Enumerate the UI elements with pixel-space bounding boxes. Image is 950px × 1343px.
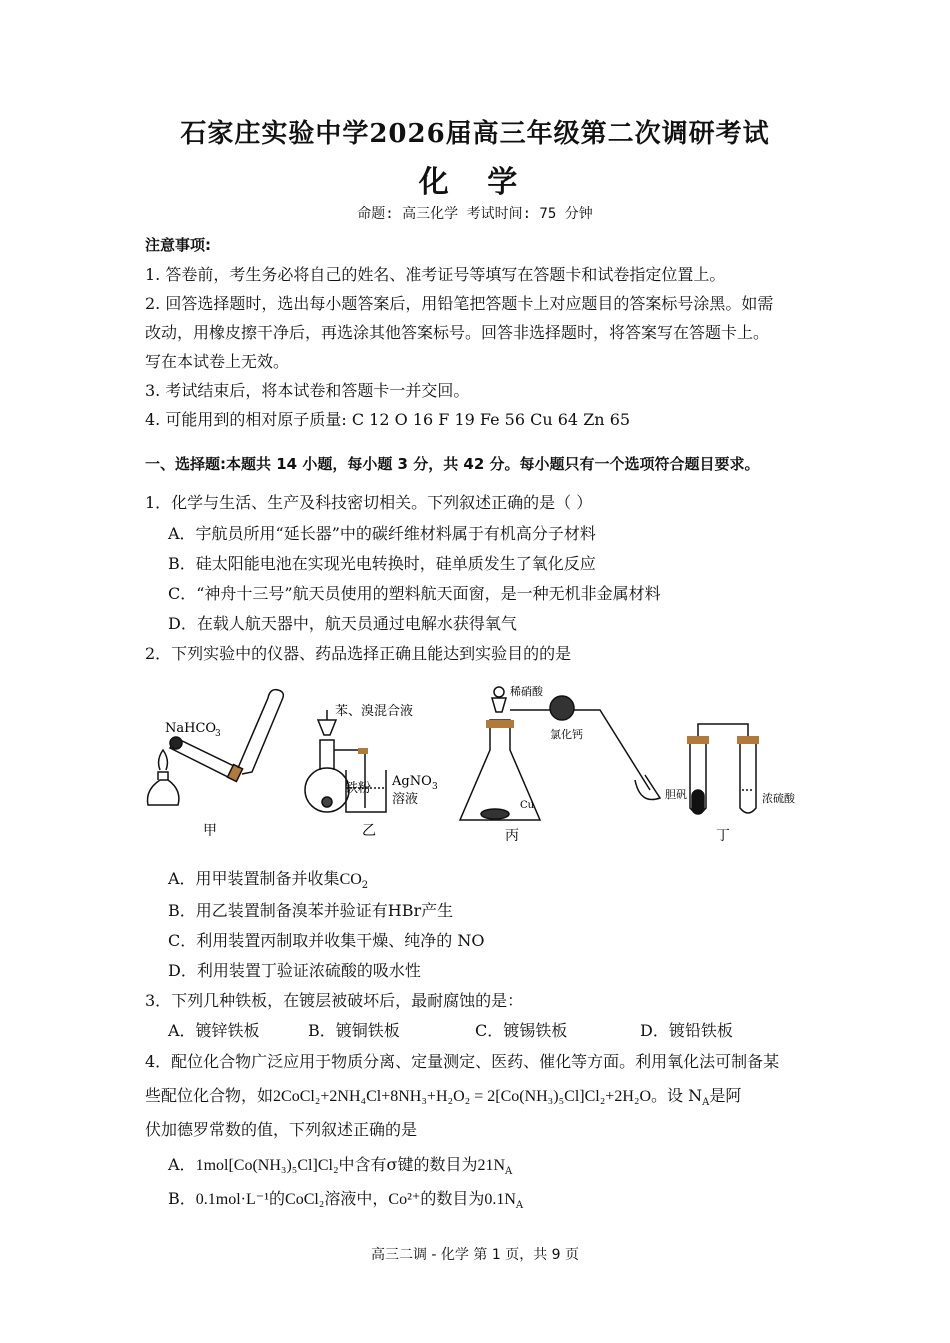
question-4-line3: 伏加德罗常数的值，下列叙述正确的是 (145, 1120, 418, 1139)
label-iron: 铁粉 (345, 781, 372, 796)
label-cacl2: 氯化钙 (550, 728, 583, 741)
notes-heading: 注意事项: (145, 236, 211, 254)
question-2-option-d: D．利用装置丁验证浓硫酸的吸水性 (168, 961, 421, 980)
caption-bing: 丙 (505, 828, 519, 844)
question-1-option-c: C．“神舟十三号”航天员使用的塑料航天面窗，是一种无机非金属材料 (168, 584, 661, 603)
separatory-funnel (318, 720, 336, 735)
label-benzene: 苯、溴混合液 (335, 704, 414, 719)
question-2-option-a: A．用甲装置制备并收集$CO_2$ (168, 869, 369, 892)
apparatus-figure (130, 680, 830, 855)
notes-line: 2. 回答选择题时，选出每小题答案后，用铅笔把答题卡上对应题目的答案标号涂黑。如需 (145, 294, 774, 313)
delivery-tube (334, 750, 365, 808)
question-4-line1: 4．配位化合物广泛应用于物质分离、定量测定、医药、催化等方面。利用氧化法可制备某 (145, 1052, 780, 1071)
question-4-line2: 些配位化合物，如2CoCl₂+2NH₄Cl+8NH₃+H₂O₂ = 2[Co(NH₃)₅Cl]Cl₂+2H₂O。设 $N_A$是阿 (145, 1086, 742, 1109)
question-1-option-a: A．宇航员所用“延长器”中的碳纤维材料属于有机高分子材料 (168, 524, 596, 543)
exam-meta: 命题: 高三化学 考试时间: 75 分钟 (357, 206, 593, 222)
exam-title: 石家庄实验中学2026届高三年级第二次调研考试 (180, 119, 770, 149)
question-4-option-a: A．1mol[Co(NH₃)₅Cl]Cl₂中含有σ键的数目为$21N_A$ (168, 1155, 513, 1178)
label-conc-h2so4: 浓硫酸 (762, 792, 795, 805)
question-3-option-d: D．镀铅铁板 (640, 1021, 733, 1040)
question-1-option-d: D．在载人航天器中，航天员通过电解水获得氧气 (168, 614, 517, 633)
drying-tube (550, 696, 574, 720)
caption-yi: 乙 (362, 823, 376, 839)
question-3-option-b: B．镀铜铁板 (308, 1021, 400, 1040)
label-solution: 溶液 (392, 792, 419, 807)
section-heading: 一、选择题:本题共 14 小题，每小题 3 分，共 42 分。每小题只有一个选项符合题目要求。 (145, 455, 760, 473)
collection-tube (238, 690, 283, 774)
caption-jia: 甲 (203, 823, 217, 839)
page-footer: 高三二调 - 化学 第 1 页，共 9 页 (370, 1247, 580, 1263)
label-agno3: AgNO (392, 774, 432, 789)
question-2-stem: 2．下列实验中的仪器、药品选择正确且能达到实验目的的是 (145, 644, 572, 663)
notes-line: 改动，用橡皮擦干净后，再选涂其他答案标号。回答非选择题时，将答案写在答题卡上。 (145, 323, 770, 342)
question-1-stem: 1．化学与生活、生产及科技密切相关。下列叙述正确的是（ ） (145, 493, 593, 512)
label-nahco3: NaHCO (165, 721, 217, 736)
question-2-option-c: C．利用装置丙制取并收集干燥、纯净的 NO (168, 931, 485, 950)
label-nahco3-sub: 3 (215, 729, 221, 739)
dropping-funnel (492, 698, 506, 712)
label-dilute-hno3: 稀硝酸 (510, 685, 543, 698)
question-3-option-a: A．镀锌铁板 (168, 1021, 260, 1040)
exam-subject: 化 学 (418, 165, 532, 200)
notes-line: 写在本试卷上无效。 (145, 352, 290, 371)
label-cu: Cu (520, 800, 535, 811)
notes-line: 3. 考试结束后，将本试卷和答题卡一并交回。 (145, 381, 470, 400)
question-4-option-b: B．0.1mol·L⁻¹的CoCl₂溶液中，Co²⁺的数目为$0.1N_A$ (168, 1189, 524, 1212)
tube-h2so4 (740, 742, 756, 813)
flame (159, 750, 168, 770)
label-agno3-sub: 3 (432, 782, 438, 792)
question-3-option-c: C．镀锡铁板 (475, 1021, 568, 1040)
notes-line: 1. 答卷前，考生务必将自己的姓名、准考证号等填写在答题卡和试卷指定位置上。 (145, 265, 726, 284)
question-2-option-b: B．用乙装置制备溴苯并验证有HBr产生 (168, 901, 454, 920)
q4-equation: 2CoCl₂+2NH₄Cl+8NH₃+H₂O₂ = 2[Co(NH₃)₅Cl]Cl₂+2H₂O (273, 1088, 652, 1105)
question-3-stem: 3．下列几种铁板，在镀层被破坏后，最耐腐蚀的是： (145, 991, 524, 1010)
label-bluevitriol: 胆矾 (665, 788, 687, 801)
question-1-option-b: B．硅太阳能电池在实现光电转换时，硅单质发生了氧化反应 (168, 554, 596, 573)
caption-ding: 丁 (716, 828, 730, 844)
alcohol-lamp (148, 780, 179, 805)
notes-line: 4. 可能用到的相对原子质量: C 12 O 16 F 19 Fe 56 Cu 64 Zn 65 (145, 410, 631, 429)
